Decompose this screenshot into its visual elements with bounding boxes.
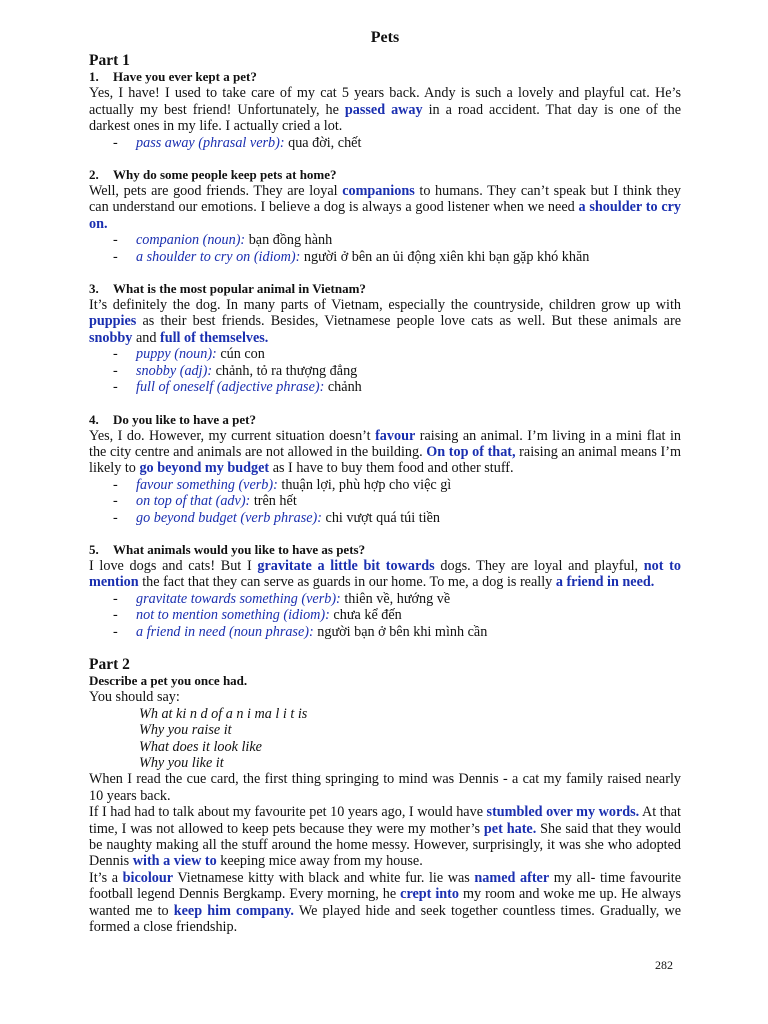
question-heading <box>89 167 681 183</box>
text-segment: keeping mice away from my house. <box>216 853 423 870</box>
vocab-meaning: chảnh, tỏ ra thượng đẳng <box>212 362 358 379</box>
document-page <box>89 30 681 935</box>
text-segment: to humans. They can’t speak but I think they can understand our emotions. I believe a dog is always a good listener when we need <box>89 183 681 216</box>
vocab-term: puppy (noun): <box>136 346 217 363</box>
part2-heading: Part 2 <box>89 655 130 673</box>
vocab-item <box>113 607 681 623</box>
bullet-dash: - <box>113 379 118 396</box>
vocab-item <box>113 493 681 509</box>
vocab-item <box>113 232 681 248</box>
vocab-term: go beyond budget (verb phrase): <box>136 509 322 526</box>
vocab-term: companion (noun): <box>136 232 246 249</box>
vocab-list <box>113 591 681 640</box>
text-segment: as their best friends. Besides, Vietnamese people love cats as well. But these animals are <box>136 313 681 330</box>
bullet-dash: - <box>113 493 118 510</box>
vocab-term: full of oneself (adjective phrase): <box>136 379 325 396</box>
question-heading <box>89 69 681 85</box>
question-number: 5. <box>89 541 99 557</box>
text-segment: It’s a <box>89 869 123 886</box>
part2-prompt: Describe a pet you once had. <box>89 672 248 688</box>
page-number: 282 <box>655 958 673 972</box>
question-heading <box>89 412 681 428</box>
highlighted-phrase: passed away <box>344 101 423 118</box>
bullet-dash: - <box>113 362 118 379</box>
highlighted-phrase: pet hate. <box>483 820 537 837</box>
part1-section <box>89 69 681 640</box>
text-segment: When I read the cue card, the first thing springing to mind was Dennis - a cat my family raised nearly 10 years back. <box>89 771 681 804</box>
highlighted-phrase: crept into <box>400 886 460 903</box>
text-segment: She said that they would be naughty making all the stuff around the home messy. However, surprisingly, it was she who adopted Dennis <box>89 820 681 870</box>
answer-paragraph <box>89 428 681 477</box>
text-segment: If I had had to talk about my favourite pet 10 years ago, I would have <box>89 804 487 821</box>
question-heading <box>89 542 681 558</box>
vocab-term: pass away (phrasal verb): <box>136 134 285 151</box>
vocab-list <box>113 477 681 526</box>
answer-paragraph <box>89 771 681 804</box>
text-segment: my all- time favourite football legend Dennis Bergkamp. Every morning, he <box>89 869 681 903</box>
part1-heading: Part 1 <box>89 52 130 70</box>
bullet-dash: - <box>113 590 118 607</box>
bullet-dash: - <box>113 232 118 249</box>
vocab-meaning: thuận lợi, phù hợp cho việc gì <box>277 476 452 493</box>
highlighted-phrase: stumbled over my words. <box>486 804 640 821</box>
question-text: What animals would you like to have as pets? <box>113 541 366 557</box>
highlighted-phrase: companions <box>342 183 415 200</box>
question-text: Why do some people keep pets at home? <box>113 167 337 183</box>
page-title: Pets <box>370 29 400 46</box>
vocab-meaning: cún con <box>216 346 265 363</box>
text-segment: raising an animal means I’m likely to <box>89 443 681 477</box>
answer-paragraph <box>89 870 681 936</box>
highlighted-phrase: keep him company. <box>173 902 294 919</box>
text-segment: Yes, I do. However, my current situation doesn’t <box>89 427 376 444</box>
question-number: 4. <box>89 411 99 427</box>
cue-item: What does it look like <box>139 738 262 755</box>
text-segment: I love dogs and cats! But I <box>89 557 258 574</box>
highlighted-phrase: snobby <box>89 329 133 346</box>
text-segment: my room and woke me up. He always wanted me to <box>89 886 681 919</box>
vocab-meaning: chưa kể đến <box>329 607 402 624</box>
bullet-dash: - <box>113 248 118 265</box>
highlighted-phrase: favour <box>375 427 416 444</box>
vocab-meaning: bạn đồng hành <box>245 232 333 249</box>
question-number: 2. <box>89 167 99 183</box>
text-segment: in a road accident. That day is one of the darkest ones in my life. I actually cried a lot. <box>89 101 681 135</box>
text-segment: and <box>132 329 160 346</box>
highlighted-phrase: a friend in need. <box>555 574 655 591</box>
answer-paragraph <box>89 558 681 591</box>
text-segment: Well, pets are good friends. They are loyal <box>89 183 343 200</box>
vocab-meaning: qua đời, chết <box>284 134 362 151</box>
vocab-item <box>113 510 681 526</box>
question-heading <box>89 281 681 297</box>
text-segment: We played hide and seek together countless times. Gradually, we formed a close friendship. <box>89 902 681 936</box>
highlighted-phrase: bicolour <box>122 869 174 886</box>
text-segment: as I have to buy them food and other stuff. <box>269 460 514 477</box>
vocab-item <box>113 624 681 640</box>
question-number: 3. <box>89 281 99 297</box>
you-should-say: You should say: <box>89 689 180 706</box>
bullet-dash: - <box>113 607 118 624</box>
cue-item: Wh at ki n d of a n i ma l i t is <box>139 705 308 722</box>
bullet-dash: - <box>113 623 118 640</box>
answer-paragraph <box>89 297 681 346</box>
text-segment: raising an animal. I’m living in a mini flat in the city centre and animals are not allowed in the building. <box>89 427 681 460</box>
vocab-meaning: trên hết <box>250 493 297 510</box>
highlighted-phrase: named after <box>474 869 550 886</box>
vocab-term: on top of that (adv): <box>136 493 251 510</box>
highlighted-phrase: a shoulder to cry on. <box>89 199 682 232</box>
vocab-term: gravitate towards something (verb): <box>136 590 341 607</box>
answer-paragraph <box>89 183 681 232</box>
text-segment: dogs. They are loyal and playful, <box>434 557 644 574</box>
vocab-list <box>113 135 681 151</box>
vocab-term: favour something (verb): <box>136 476 278 493</box>
question-text: Do you like to have a pet? <box>113 411 256 427</box>
text-segment: It’s definitely the dog. In many parts of Vietnam, especially the countryside, children grow up with <box>89 297 681 314</box>
question-text: What is the most popular animal in Vietnam? <box>113 281 366 297</box>
highlighted-phrase: not to mention <box>89 557 681 591</box>
text-segment: the fact that they can serve as guards in our home. To me, a dog is really <box>138 574 556 591</box>
highlighted-phrase: gravitate a little bit towards <box>257 557 435 574</box>
bullet-dash: - <box>113 476 118 493</box>
text-segment: At that time, I was not allowed to keep pets because they were my mother’s <box>89 804 681 837</box>
text-segment: Vietnamese kitty with black and white fur. lie was <box>173 869 475 886</box>
vocab-item <box>113 346 681 362</box>
highlighted-phrase: On top of that, <box>426 443 516 460</box>
vocab-meaning: người bạn ở bên khi mình cần <box>313 623 488 640</box>
vocab-list <box>113 232 681 265</box>
highlighted-phrase: puppies <box>89 313 137 330</box>
vocab-term: a friend in need (noun phrase): <box>136 623 314 640</box>
vocab-meaning: chảnh <box>324 379 362 396</box>
vocab-item <box>113 591 681 607</box>
vocab-list <box>113 346 681 395</box>
highlighted-phrase: full of themselves. <box>159 329 269 346</box>
part2-answer <box>89 771 681 935</box>
vocab-term: a shoulder to cry on (idiom): <box>136 248 301 265</box>
vocab-item <box>113 363 681 379</box>
bullet-dash: - <box>113 134 118 151</box>
question-number: 1. <box>89 69 99 85</box>
vocab-term: not to mention something (idiom): <box>136 607 330 624</box>
vocab-meaning: chi vượt quá túi tiền <box>321 509 440 526</box>
text-segment: Yes, I have! I used to take care of my cat 5 years back. Andy is such a lovely and playful cat. He’s actually my best friend! Unfortunately, he <box>89 85 681 118</box>
cue-item: Why you raise it <box>139 722 232 739</box>
vocab-item <box>113 379 681 395</box>
cue-item: Why you like it <box>139 755 224 771</box>
bullet-dash: - <box>113 346 118 363</box>
highlighted-phrase: go beyond my budget <box>139 460 270 477</box>
highlighted-phrase: with a view to <box>132 853 217 870</box>
vocab-meaning: thiên về, hướng về <box>340 590 451 607</box>
answer-paragraph <box>89 804 681 870</box>
vocab-meaning: người ở bên an ủi động xiên khi bạn gặp khó khăn <box>300 248 590 265</box>
vocab-item <box>113 135 681 151</box>
answer-paragraph <box>89 85 681 134</box>
vocab-item <box>113 477 681 493</box>
question-text: Have you ever kept a pet? <box>113 69 257 85</box>
vocab-item <box>113 249 681 265</box>
vocab-term: snobby (adj): <box>136 362 213 379</box>
bullet-dash: - <box>113 509 118 526</box>
